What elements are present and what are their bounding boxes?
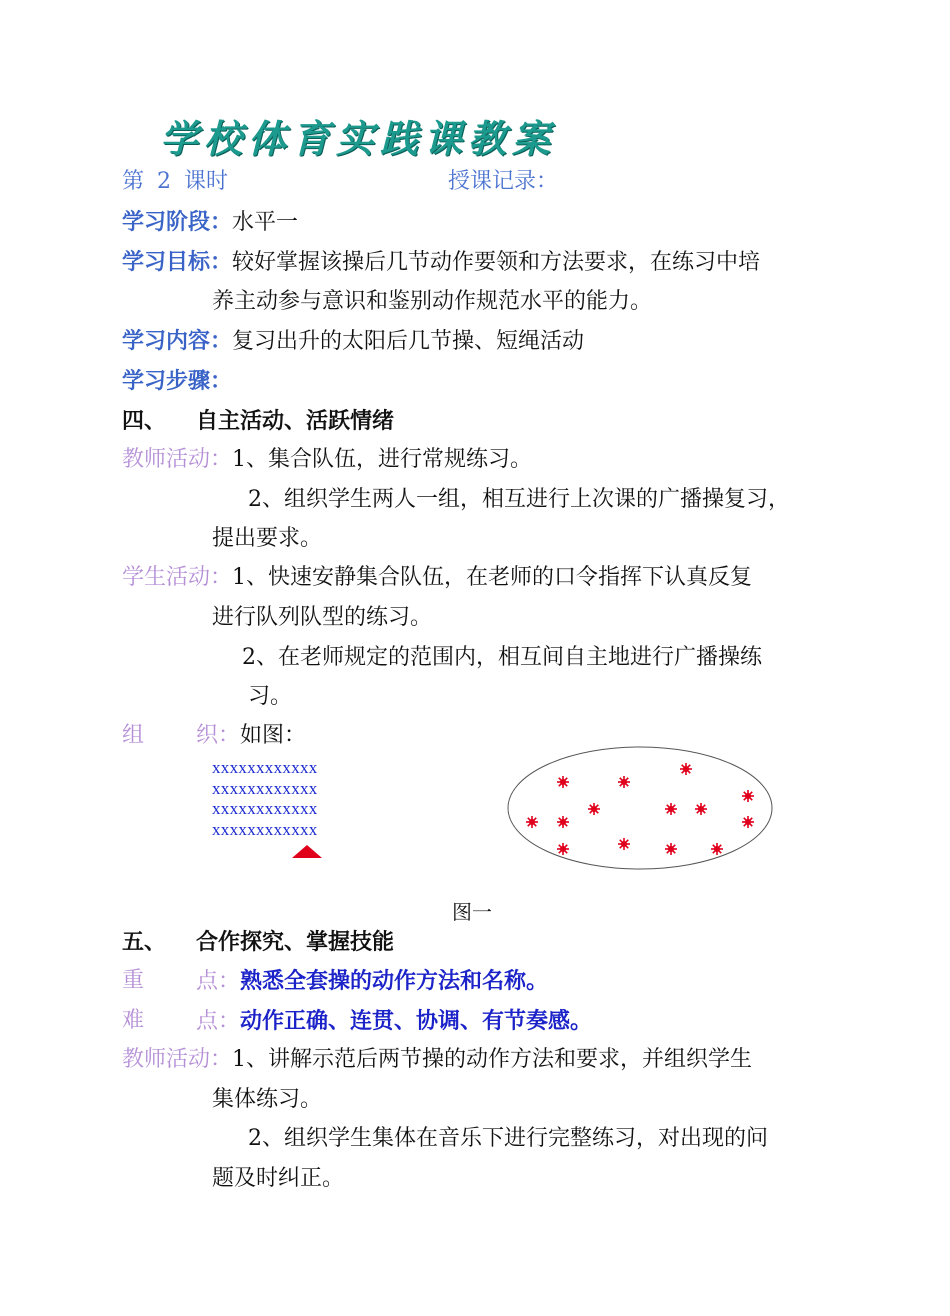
teacher5-item-1b: 集体练习。: [212, 1087, 323, 1112]
red-star-icon: [557, 843, 569, 855]
teacher-activity-line: [122, 445, 532, 475]
teacher-label-5: 教师活动：: [122, 1047, 233, 1072]
red-triangle-icon: [290, 843, 324, 859]
teacher5-item-2b: 题及时纠正。: [212, 1166, 345, 1191]
red-star-icon: [588, 803, 600, 815]
stage-value: 水平一: [232, 210, 299, 235]
teacher-item-1: 1、集合队伍，进行常规练习。: [232, 447, 533, 472]
key-label-1: 重: [122, 968, 145, 993]
student-label: 学生活动：: [122, 565, 233, 590]
organization-line: [122, 721, 144, 751]
red-star-icon: [526, 816, 538, 828]
lesson-prefix: 第: [122, 169, 145, 194]
red-star-icon: [742, 790, 754, 802]
teacher5-item-2a: 2、组织学生集体在音乐下进行完整练习，对出现的问: [248, 1126, 768, 1151]
content-line: [122, 326, 584, 357]
lesson-number-line: [122, 167, 228, 197]
formation-row: xxxxxxxxxxxx: [212, 799, 318, 818]
record-label: 授课记录：: [448, 169, 559, 194]
section4-heading: 自主活动、活跃情绪: [196, 408, 395, 434]
diff-label-1: 难: [122, 1008, 145, 1033]
org-label-1: 组: [122, 723, 145, 748]
student-item-1b: 进行队列队型的练习。: [212, 605, 433, 630]
lesson-number: 2: [157, 169, 172, 194]
steps-label: 学习步骤：: [122, 368, 233, 394]
teacher-item-2a: 2、组织学生两人一组，相互进行上次课的广播操复习，: [248, 487, 790, 512]
section5-heading: 合作探究、掌握技能: [196, 929, 395, 955]
goal-text-2: 养主动参与意识和鉴别动作规范水平的能力。: [212, 289, 653, 314]
red-star-icon: [618, 838, 630, 850]
key-point-line: [122, 966, 144, 996]
stage-label: 学习阶段：: [122, 209, 233, 235]
difficulty-line: [122, 1006, 144, 1036]
content-value: 复习出升的太阳后几节操、短绳活动: [232, 329, 585, 354]
stage-line: [122, 207, 298, 238]
red-star-icon: [557, 816, 569, 828]
teacher-activity-line-5: [122, 1045, 752, 1075]
teacher-item-2b: 提出要求。: [212, 526, 323, 551]
teacher-label: 教师活动：: [122, 447, 233, 472]
org-value: 如图：: [240, 723, 307, 748]
goal-line: [122, 247, 760, 278]
section5-number: 五、: [122, 929, 167, 955]
key-value: 熟悉全套操的动作方法和名称。: [240, 968, 549, 994]
red-star-icon: [711, 843, 723, 855]
student-item-2b: 习。: [248, 684, 293, 709]
red-star-icon: [618, 776, 630, 788]
formation-row: xxxxxxxxxxxx: [212, 819, 318, 839]
goal-label: 学习目标：: [122, 249, 233, 275]
goal-text-1: 较好掌握该操后几节动作要领和方法要求，在练习中培: [232, 250, 761, 275]
red-star-icon: [742, 816, 754, 828]
red-star-icon: [695, 803, 707, 815]
lesson-suffix: 课时: [184, 169, 229, 194]
key-point-line-2: [196, 966, 548, 997]
activity-area-diagram: [505, 745, 775, 875]
student-item-2a: 2、在老师规定的范围内，相互间自主地进行广播操练: [242, 645, 762, 670]
org-label-2: 织：: [196, 723, 241, 748]
red-star-icon: [665, 843, 677, 855]
section4-number: 四、: [122, 408, 167, 434]
formation-row: xxxxxxxxxxxx: [212, 778, 318, 798]
teacher5-item-1a: 1、讲解示范后两节操的动作方法和要求，并组织学生: [232, 1047, 753, 1072]
content-label: 学习内容：: [122, 328, 233, 354]
red-star-icon: [665, 803, 677, 815]
diff-label-2: 点：: [196, 1009, 241, 1034]
key-label-2: 点：: [196, 969, 241, 994]
student-activity-line: [122, 563, 752, 593]
diff-value: 动作正确、连贯、协调、有节奏感。: [240, 1008, 593, 1034]
red-star-icon: [557, 776, 569, 788]
page-title: 学校体育实践课教案: [160, 116, 557, 161]
organization-line-2: [196, 721, 306, 751]
formation-rows: [212, 758, 318, 840]
difficulty-line-2: [196, 1006, 592, 1037]
figure-caption: 图一: [452, 900, 492, 924]
formation-row: xxxxxxxxxxxx: [212, 758, 318, 777]
student-item-1a: 1、快速安静集合队伍，在老师的口令指挥下认真反复: [232, 565, 753, 590]
red-star-icon: [680, 763, 692, 775]
